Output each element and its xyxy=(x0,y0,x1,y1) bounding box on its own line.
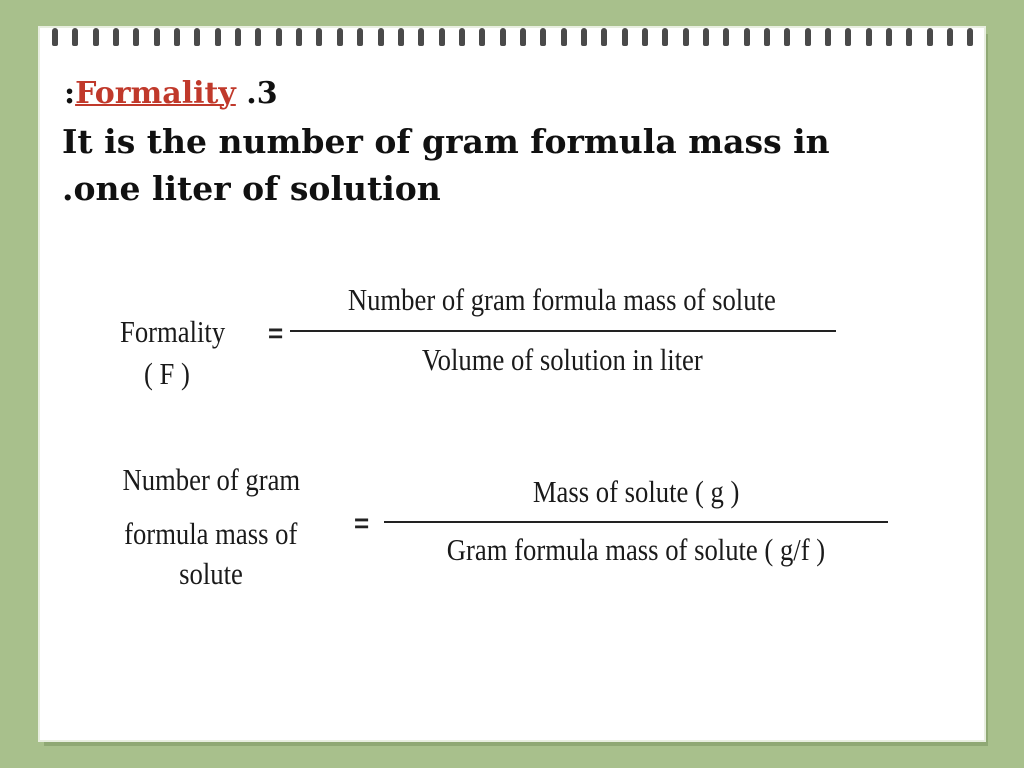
spiral-ring xyxy=(296,28,302,46)
eq1-denominator xyxy=(288,342,836,378)
section-heading xyxy=(64,76,278,111)
eq2-lhs-line3 xyxy=(96,556,326,592)
spiral-ring xyxy=(601,28,607,46)
spiral-ring xyxy=(154,28,160,46)
spiral-ring xyxy=(194,28,200,46)
eq1-numerator-text: Number of gram formula mass of solute xyxy=(348,282,776,317)
heading-term: Formality xyxy=(75,76,236,111)
spiral-ring xyxy=(723,28,729,46)
eq2-lhs-line1 xyxy=(96,462,326,498)
spiral-ring xyxy=(235,28,241,46)
spiral-ring xyxy=(72,28,78,46)
spiral-ring xyxy=(520,28,526,46)
spiral-ring xyxy=(378,28,384,46)
spiral-ring xyxy=(174,28,180,46)
spiral-ring xyxy=(418,28,424,46)
spiral-ring xyxy=(52,28,58,46)
spiral-ring xyxy=(439,28,445,46)
spiral-binding xyxy=(52,28,974,48)
spiral-ring xyxy=(642,28,648,46)
eq1-denominator-text: Volume of solution in liter xyxy=(421,342,703,377)
eq2-lhs-line1-text: Number of gram xyxy=(122,462,300,497)
eq2-lhs-line2-text: formula mass of xyxy=(124,516,298,551)
definition-text xyxy=(62,118,974,212)
spiral-ring xyxy=(744,28,750,46)
eq2-numerator xyxy=(384,474,888,510)
spiral-ring xyxy=(683,28,689,46)
eq2-lhs-line3-text: solute xyxy=(179,556,243,591)
eq1-lhs-line1: Formality xyxy=(120,314,226,349)
spiral-ring xyxy=(947,28,953,46)
spiral-ring xyxy=(500,28,506,46)
spiral-ring xyxy=(459,28,465,46)
spiral-ring xyxy=(337,28,343,46)
spiral-ring xyxy=(825,28,831,46)
spiral-ring xyxy=(805,28,811,46)
spiral-ring xyxy=(906,28,912,46)
spiral-ring xyxy=(479,28,485,46)
spiral-ring xyxy=(581,28,587,46)
eq1-lhs-line2: ( F ) xyxy=(144,356,190,391)
eq2-numerator-text: Mass of solute ( g ) xyxy=(532,474,740,509)
definition-line-1: It is the number of gram formula mass in xyxy=(62,122,830,161)
spiral-ring xyxy=(276,28,282,46)
spiral-ring xyxy=(255,28,261,46)
spiral-ring xyxy=(784,28,790,46)
heading-prefix: : xyxy=(64,76,76,111)
eq1-fraction-bar xyxy=(290,330,836,332)
spiral-ring xyxy=(540,28,546,46)
eq1-numerator xyxy=(288,282,836,318)
spiral-ring xyxy=(357,28,363,46)
spiral-ring xyxy=(866,28,872,46)
spiral-ring xyxy=(215,28,221,46)
definition-line-2: .one liter of solution xyxy=(62,169,441,208)
spiral-ring xyxy=(764,28,770,46)
spiral-ring xyxy=(967,28,973,46)
spiral-ring xyxy=(662,28,668,46)
eq2-equals-sign: = xyxy=(354,508,370,538)
eq2-denominator-text: Gram formula mass of solute ( g/f ) xyxy=(446,532,826,567)
spiral-ring xyxy=(927,28,933,46)
spiral-ring xyxy=(561,28,567,46)
eq2-fraction-bar xyxy=(384,521,888,523)
spiral-ring xyxy=(316,28,322,46)
spiral-ring xyxy=(703,28,709,46)
spiral-ring xyxy=(93,28,99,46)
eq2-denominator xyxy=(384,532,888,568)
spiral-ring xyxy=(886,28,892,46)
eq2-lhs-line2 xyxy=(96,516,326,552)
spiral-ring xyxy=(398,28,404,46)
spiral-ring xyxy=(622,28,628,46)
spiral-ring xyxy=(133,28,139,46)
spiral-ring xyxy=(113,28,119,46)
eq1-equals-sign: = xyxy=(268,318,284,348)
heading-number: .3 xyxy=(235,76,278,111)
spiral-ring xyxy=(845,28,851,46)
